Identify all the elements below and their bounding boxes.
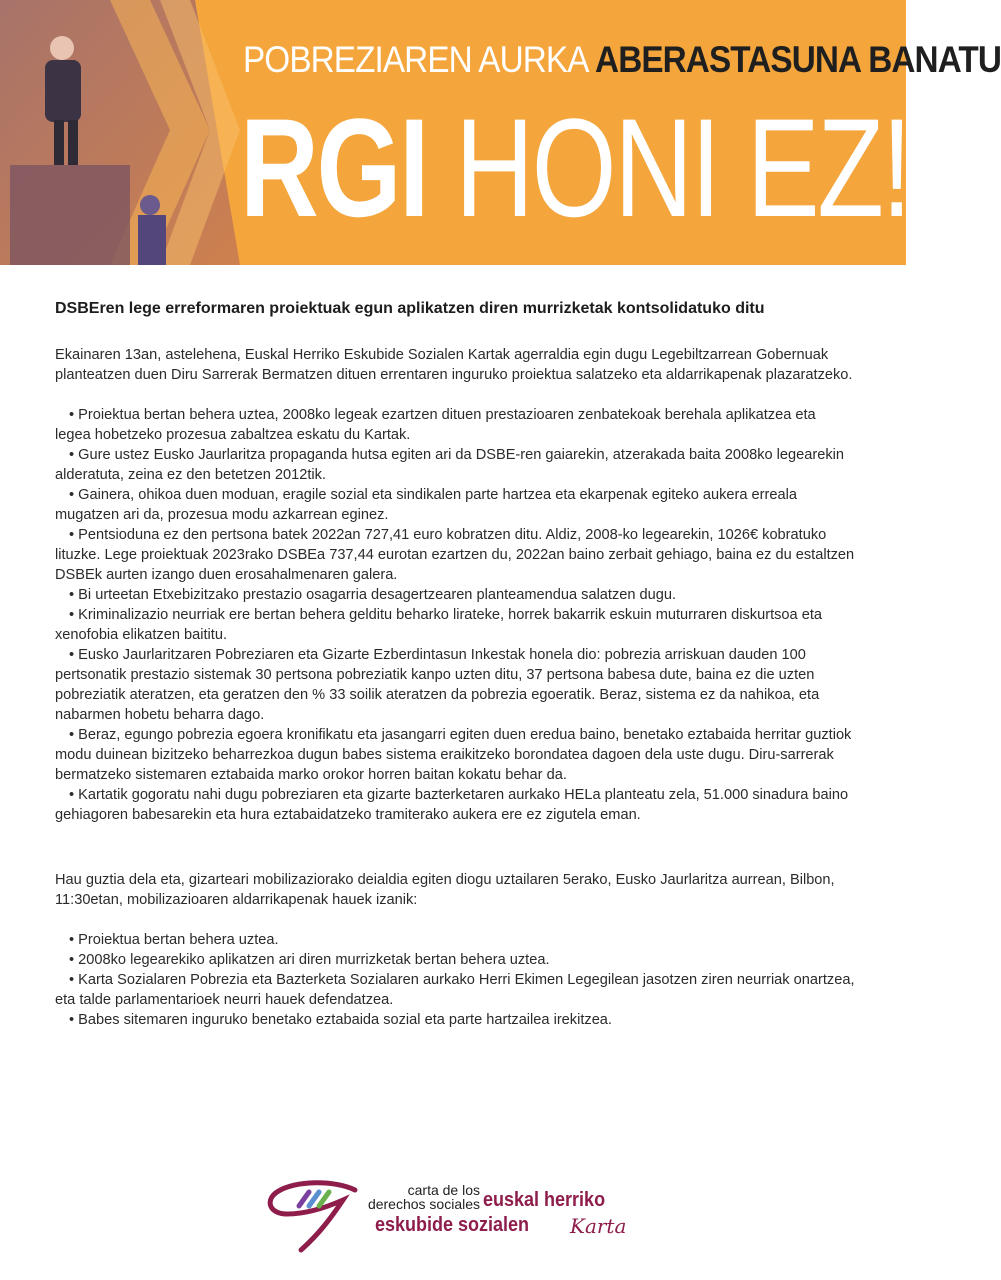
article-headline: DSBEren lege erreformaren proiektuak egun aplikatzen diren murrizketak kontsolidatuko ditu [55,300,765,317]
demand-item: • Babes sitemaren inguruko benetako eztabaida sozial eta parte hartzailea irekitzea. [55,1010,855,1030]
point-item: • Gure ustez Eusko Jaurlaritza propaganda hutsa egiten ari da DSBE-ren gaiarekin, atzerakada baita 2008ko legearekin alderatuta, zeina ez den betetzen 2012tik. [55,445,855,485]
logo-euskal-herriko: euskal herriko [483,1189,606,1211]
logo-es-line2: derechos sociales [367,1196,480,1212]
mobilization-call: Hau guztia dela eta, gizarteari mobilizaziorako deialdia egiten diogu uztailaren 5erako, Eusko Jaurlaritza aurrean, Bilbon, 11:30etan, mobilizazioaren aldarrikapenak hauek izanik: [55,872,835,908]
demand-item: • Proiektua bertan behera uztea. [55,930,855,950]
point-item: • Bi urteetan Etxebizitzako prestazio osagarria desagertzearen planteamendua salatzen dugu. [55,585,855,605]
title-rgi: RGI [240,89,428,246]
slogan-bold: ABERASTASUNA BANATU [595,39,1001,80]
header-banner [0,0,1001,265]
karta-logo [265,1178,645,1256]
point-item: • Kartatik gogoratu nahi dugu pobreziaren eta gizarte bazterketaren aurkako HELa planteatu zela, 51.000 sinadura baino gehiagoren babesarekin eta hura eztabaidatzeko tramiterako aukera ere ez zigutela eman. [55,785,855,825]
demands-list [55,930,855,1030]
protest-photo [0,0,240,265]
point-item: • Eusko Jaurlaritzaren Pobreziaren eta Gizarte Ezberdintasun Inkestak honela dio: pobrezia arriskuan dauden 100 pertsonatik prestazio sistemak 30 pertsona pobreziatik kanpo uzten ditu, 37 pertsona babesa dute, baina ez die uzten pobreziatik ateratzen, eta geratzen den % 33 soilik ateratzen da pobrezia egoeratik. Beraz, sistema ez da nahikoa, eta nabarmen hobetu beharra dago. [55,645,855,725]
article-intro: Ekainaren 13an, astelehena, Euskal Herriko Eskubide Sozialen Kartak agerraldia egin dugu Legebiltzarrean Gobernuak planteatzen duen Diru Sarrerak Bermatzen dituen errentaren inguruko proiektua salatzeko eta aldarrikapenak plazaratzeko. [55,347,853,383]
points-list [55,405,855,825]
article-body [55,298,855,1030]
title-honi-ez: HONI EZ! [427,89,910,246]
logo-spanish-text [360,1183,480,1211]
banner-slogan [243,36,1001,84]
demand-item: • Karta Sozialaren Pobrezia eta Bazterketa Sozialaren aurkako Herri Ekimen Legegilean jasotzen ziren neurriak onartzea, eta talde parlamentarioek neurri hauek defendatzea. [55,970,855,1010]
logo-es-line1: carta de los [407,1182,480,1198]
point-item: • Kriminalizazio neurriak ere bertan behera gelditu beharko lirateke, horrek bakarrik eskuin muturraren diskurtsoa eta xenofobia elikatzen baititu. [55,605,855,645]
logo-eskubide-sozialen: eskubide sozialen [375,1214,530,1236]
logo-emblem-icon [265,1178,365,1256]
point-item: • Beraz, egungo pobrezia egoera kronifikatu eta jasangarri egiten duen eredua baino, benetako eztabaida herritar guztiok modu duinean bizitzeko beharrezkoa dugun babes sistema eraikitzeko borondatea dagoen dela uste dugu. Diru-sarrerak bermatzeko sistemaren eztabaida marko orokor horren baitan kokatu behar da. [55,725,855,785]
slogan-light: POBREZIAREN AURKA [243,39,596,80]
demand-item: • 2008ko legearekiko aplikatzen ari diren murrizketak bertan behera uztea. [55,950,855,970]
point-item: • Gainera, ohikoa duen moduan, eragile sozial eta sindikalen parte hartzea eta ekarpenak egiteko aukera erreala mugatzen ari da, prozesua modu azkarrean eginez. [55,485,855,525]
banner-title [240,88,910,248]
point-item: • Pentsioduna ez den pertsona batek 2022an 727,41 euro kobratzen ditu. Aldiz, 2008-ko legearekin, 1026€ kobratuko lituzke. Lege proiektuak 2023rako DSBEa 737,44 eurotan ezartzen du, 2022an baino zerbait gehiago, baina ez du estaltzen DSBEk aurten izango duen erosahalmenaren galera. [55,525,855,585]
point-item: • Proiektua bertan behera uztea, 2008ko legeak ezartzen dituen prestazioaren zenbatekoak berehala aplikatzea eta legea hobetzeko prozesua zabaltzea eskatu du Kartak. [55,405,855,445]
logo-karta-script: Karta [570,1214,627,1238]
